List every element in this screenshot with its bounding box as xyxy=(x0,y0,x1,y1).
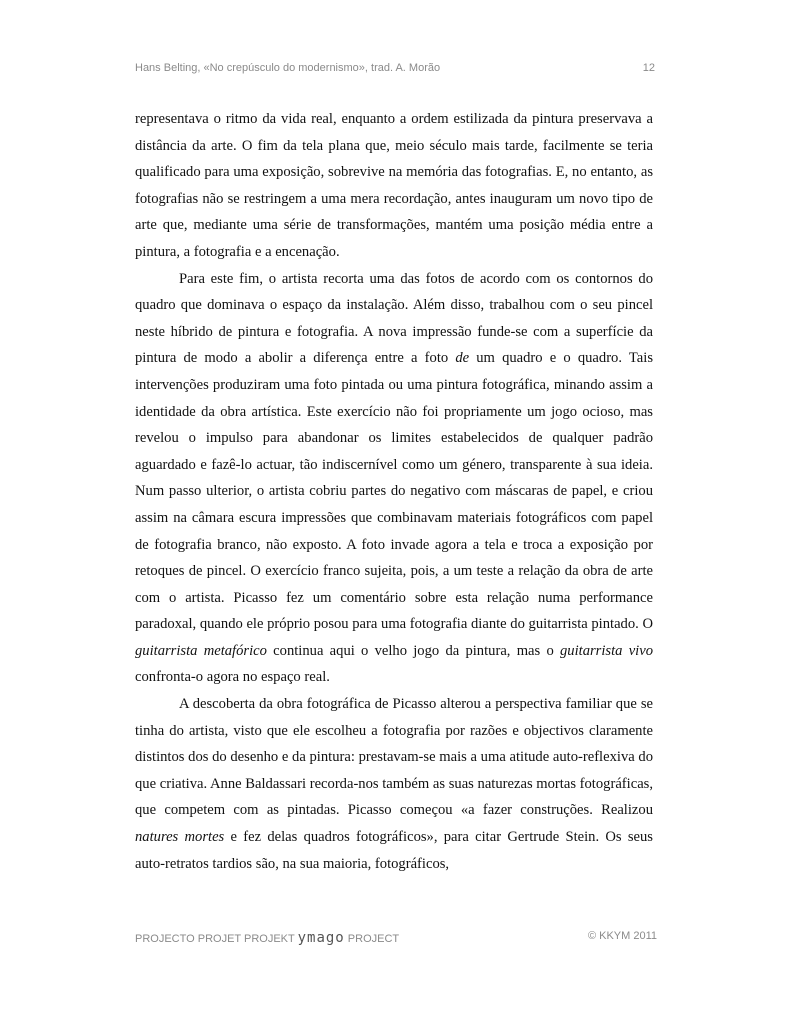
body-text xyxy=(135,106,653,877)
paragraph-2-text-a: Para este fim, o artista recorta uma das fotos de acordo com os contornos do quadro que dominava o espaço da instalação. Além disso, trabalhou com o seu pincel neste híbrido de pintura e fotografia. A nova impressão funde-se com a superfície da pintura de modo a abolir a diferença entre a foto xyxy=(135,270,653,367)
running-header xyxy=(135,62,655,78)
italic-de: de xyxy=(455,350,470,367)
ymago-logo: ymago xyxy=(297,930,345,946)
italic-guitarrista-metaforico: guitarrista metafórico xyxy=(135,642,267,659)
header-title: Hans Belting, «No crepúsculo do modernismo», trad. A. Morão xyxy=(135,62,441,74)
paragraph-3 xyxy=(135,691,653,877)
footer-project xyxy=(135,930,399,946)
italic-natures-mortes: natures mortes xyxy=(135,829,225,846)
italic-guitarrista-vivo: guitarrista vivo xyxy=(560,642,653,659)
paragraph-2-text-b: um quadro e o quadro. Tais intervenções produziram uma foto pintada ou uma pintura fotográfica, minando assim a identidade da obra artística. Este exercício não foi propriamente um jogo ocioso, mas revelou o impulso para abandonar os limites estabelecidos de qualquer padrão aguardado e fazê-lo actuar, tão indiscernível como um género, transparente à sua ideia. Num passo ulterior, o artista cobriu partes do negativo com máscaras de papel, e criou assim na câmara escura impressões que combinavam materiais fotográficos com papel de fotografia branco, não exposto. A foto invade agora a tela e troca a exposição por retoques de pincel. O exercício franco sujeita, pois, a um teste a relação da obra de arte com o artista. Picasso fez um comentário sobre esta relação numa performance paradoxal, quando ele próprio posou para uma fotografia diante do guitarrista pintado. O xyxy=(135,350,653,633)
paragraph-3-text-a: A descoberta da obra fotográfica de Picasso alterou a perspectiva familiar que se tinha do artista, visto que ele escolheu a fotografia por razões e objectivos claramente distintos dos do desenho e da pintura: prestavam-se mais a uma atitude auto-reflexiva do que criativa. Anne Baldassari recorda-nos também as suas naturezas mortas fotográficas, que competem com as pintadas. Picasso começou «a fazer construções. Realizou xyxy=(135,696,653,819)
page-number: 12 xyxy=(642,62,655,74)
paragraph-2-text-d: confronta-o agora no espaço real. xyxy=(135,669,330,686)
paragraph-3-text-b: e fez delas quadros fotográficos», para citar Gertrude Stein. Os seus auto-retratos tardios são, na sua maioria, fotográficos, xyxy=(135,829,653,872)
paragraph-1-text: representava o ritmo da vida real, enquanto a ordem estilizada da pintura preservava a distância da arte. O fim da tela plana que, meio século mais tarde, facilmente se teria qualificado para uma exposição, sobrevive na memória das fotografias. E, no entanto, as fotografias não se restringem a uma mera recordação, antes inauguram um novo tipo de arte que, mediante uma série de transformações, mantém uma posição média entre a pintura, a fotografia e a encenação. xyxy=(135,111,653,260)
footer-project-suffix: PROJECT xyxy=(344,933,400,945)
footer-project-text: PROJECTO PROJET PROJEKT xyxy=(135,933,298,945)
footer-copyright: © KKYM 2011 xyxy=(587,930,657,942)
paragraph-1 xyxy=(135,106,653,266)
paragraph-2 xyxy=(135,266,653,692)
paragraph-2-text-c: continua aqui o velho jogo da pintura, mas o xyxy=(266,642,560,659)
running-footer xyxy=(135,930,657,948)
